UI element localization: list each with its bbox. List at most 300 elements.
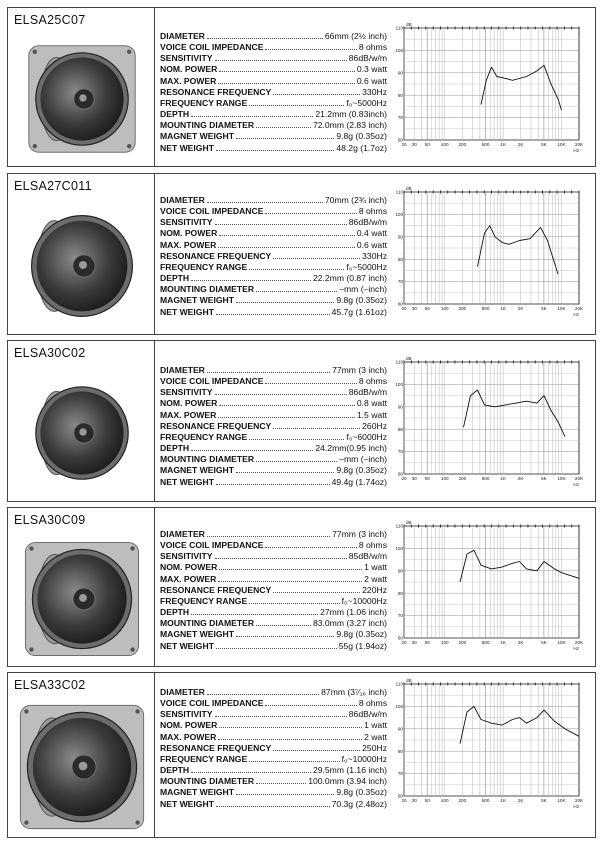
dot-leader: [249, 761, 339, 762]
x-tick-label: 20: [401, 798, 407, 803]
x-tick-label: 20: [401, 640, 407, 645]
spec-row-nom-power: [160, 720, 387, 731]
spec-row-voice-coil: [160, 42, 387, 53]
spec-label: DEPTH: [160, 765, 190, 776]
dot-leader: [218, 581, 362, 582]
spec-row-freq-range: [160, 98, 387, 109]
spec-row-mount-diameter: [160, 454, 387, 465]
product-card: [7, 340, 596, 502]
spec-row-depth: [160, 765, 387, 776]
dot-leader: [265, 705, 356, 706]
spec-label: NET WEIGHT: [160, 476, 214, 487]
spec-row-freq-range: [160, 262, 387, 273]
dot-leader: [256, 127, 311, 128]
spec-label: MAGNET WEIGHT: [160, 787, 234, 798]
spec-label: FREQUENCY RANGE: [160, 97, 248, 108]
dot-leader: [273, 750, 360, 751]
x-unit-label: Hz: [573, 148, 579, 153]
spec-row-diameter: [160, 529, 387, 540]
spec-label: MOUNTING DIAMETER: [160, 776, 255, 787]
mounting-hole: [24, 820, 28, 824]
speaker-photo: [16, 378, 148, 488]
x-tick-label: 5K: [541, 798, 547, 803]
spec-value: 250Hz: [362, 742, 387, 753]
spec-value: 70.3g (2.48oz): [331, 798, 387, 809]
spec-label: RESONANCE FREQUENCY: [160, 420, 272, 431]
spec-value: 0.8 watt: [356, 398, 387, 409]
dot-leader: [219, 71, 355, 72]
spec-row-mount-diameter: [160, 776, 387, 787]
y-tick-label: 90: [397, 568, 403, 574]
spec-label: MAX. POWER: [160, 409, 217, 420]
spec-value: 330Hz: [362, 86, 387, 97]
spec-row-nom-power: [160, 398, 387, 409]
x-tick-label: 2K: [517, 640, 524, 645]
spec-row-max-power: [160, 240, 387, 251]
spec-label: RESONANCE FREQUENCY: [160, 86, 272, 97]
spec-label: MAX. POWER: [160, 731, 217, 742]
speaker-image: [16, 702, 148, 832]
dot-leader: [236, 138, 334, 139]
spec-row-diameter: [160, 687, 387, 698]
dot-leader: [219, 405, 355, 406]
spec-row-sensitivity: [160, 387, 387, 398]
speaker-center: [79, 428, 86, 435]
spec-label: NOM. POWER: [160, 64, 218, 75]
spec-value: 9.8g (0.35oz): [336, 295, 387, 306]
spec-value: 22.2mm (0.87 inch): [312, 273, 387, 284]
spec-row-mount-diameter: [160, 284, 387, 295]
y-tick-label: 90: [397, 726, 403, 732]
spec-row-max-power: [160, 574, 387, 585]
spec-value: 27mm (1.06 inch): [320, 607, 387, 618]
spec-row-depth: [160, 273, 387, 284]
dot-leader: [265, 547, 356, 548]
x-tick-label: 1K: [500, 142, 506, 147]
dot-leader: [265, 213, 356, 214]
spec-label: MOUNTING DIAMETER: [160, 618, 255, 629]
y-tick-label: 80: [397, 256, 403, 262]
dot-leader: [273, 258, 360, 259]
speaker-photo: [16, 702, 148, 832]
spec-row-net-weight: [160, 143, 387, 154]
spec-row-nom-power: [160, 562, 387, 573]
x-tick-label: 5K: [541, 640, 547, 645]
x-tick-label: 10K: [557, 306, 566, 311]
dot-leader: [216, 314, 330, 315]
graph-panel: [395, 678, 587, 821]
dot-leader: [273, 428, 360, 429]
spec-value: 72.0mm (2.83 inch): [312, 120, 387, 131]
x-tick-label: 2K: [517, 306, 524, 311]
spec-row-resonance: [160, 421, 387, 432]
x-unit-label: Hz: [573, 312, 579, 317]
x-tick-label: 500: [481, 640, 490, 645]
spec-row-magnet-weight: [160, 465, 387, 476]
spec-row-net-weight: [160, 477, 387, 488]
spec-value: 83.0mm (3.27 inch): [312, 618, 387, 629]
spec-label: FREQUENCY RANGE: [160, 753, 248, 764]
y-tick-label: 110: [395, 523, 403, 529]
spec-value: 8 ohms: [358, 206, 387, 217]
spec-value: 45.7g (1.61oz): [331, 306, 387, 317]
spec-row-max-power: [160, 732, 387, 743]
spec-value: 8 ohms: [358, 698, 387, 709]
spec-label: FREQUENCY RANGE: [160, 431, 248, 442]
spec-label: RESONANCE FREQUENCY: [160, 584, 272, 595]
x-tick-label: 500: [481, 142, 490, 147]
dot-leader: [236, 636, 334, 637]
spec-label: MAGNET WEIGHT: [160, 465, 234, 476]
spec-value: 1 watt: [364, 562, 387, 573]
spec-label: MOUNTING DIAMETER: [160, 120, 255, 131]
spec-row-max-power: [160, 410, 387, 421]
x-tick-label: 50: [424, 640, 430, 645]
dot-leader: [249, 105, 344, 106]
frequency-response-graph: [395, 520, 585, 663]
dot-leader: [215, 558, 347, 559]
spec-label: MAGNET WEIGHT: [160, 131, 234, 142]
spec-list: [160, 31, 387, 154]
speaker-image: [16, 44, 148, 154]
y-unit-label: dB: [406, 186, 412, 191]
mounting-hole: [29, 546, 33, 550]
x-tick-label: 20K: [574, 306, 584, 311]
speaker-center: [79, 762, 88, 771]
spec-value: 9.8g (0.35oz): [336, 787, 387, 798]
x-tick-label: 10K: [557, 798, 566, 803]
spec-label: MAX. POWER: [160, 75, 217, 86]
x-tick-label: 10K: [557, 142, 566, 147]
y-tick-label: 80: [397, 426, 403, 432]
mounting-hole: [33, 50, 37, 54]
x-tick-label: 30: [411, 476, 417, 481]
y-tick-label: 110: [395, 681, 403, 687]
spec-label: VOICE COIL IMPEDANCE: [160, 540, 264, 551]
dot-leader: [265, 383, 356, 384]
y-unit-label: dB: [406, 356, 412, 361]
dot-leader: [219, 569, 362, 570]
spec-value: 8 ohms: [358, 376, 387, 387]
spec-value: 0.6 watt: [356, 75, 387, 86]
mounting-hole: [127, 50, 131, 54]
spec-value: 86dB/w/m: [348, 709, 387, 720]
x-tick-label: 50: [424, 798, 430, 803]
x-tick-label: 500: [481, 476, 490, 481]
y-tick-label: 90: [397, 70, 403, 76]
product-image-panel: [8, 174, 155, 334]
spec-label: RESONANCE FREQUENCY: [160, 250, 272, 261]
spec-list: [160, 365, 387, 488]
y-tick-label: 80: [397, 590, 403, 596]
x-unit-label: Hz: [573, 482, 579, 487]
speaker-image: [16, 378, 148, 488]
spec-label: RESONANCE FREQUENCY: [160, 742, 272, 753]
spec-row-sensitivity: [160, 709, 387, 720]
spec-value: 77mm (3 inch): [332, 365, 387, 375]
model-number: ELSA30C09: [14, 513, 86, 527]
x-tick-label: 20K: [574, 640, 584, 645]
x-tick-label: 20K: [574, 798, 584, 803]
x-tick-label: 20K: [574, 142, 584, 147]
spec-label: NOM. POWER: [160, 228, 218, 239]
spec-row-net-weight: [160, 307, 387, 318]
dot-leader: [215, 716, 347, 717]
model-number: ELSA33C02: [14, 678, 86, 692]
x-tick-label: 1K: [500, 306, 506, 311]
x-tick-label: 20: [401, 306, 407, 311]
x-tick-label: 200: [458, 142, 467, 147]
dot-leader: [218, 739, 362, 740]
frequency-response-graph: [395, 678, 585, 821]
spec-value: 2 watt: [364, 573, 387, 584]
spec-label: DEPTH: [160, 273, 190, 284]
x-unit-label: Hz: [573, 804, 579, 809]
x-tick-label: 200: [458, 798, 467, 803]
x-tick-label: 10K: [557, 640, 566, 645]
spec-list: [160, 687, 387, 810]
spec-label: MAGNET WEIGHT: [160, 629, 234, 640]
spec-row-freq-range: [160, 754, 387, 765]
product-image-panel: [8, 673, 155, 837]
spec-row-depth: [160, 109, 387, 120]
dot-leader: [236, 794, 334, 795]
dot-leader: [216, 150, 334, 151]
spec-value: 0.4 watt: [356, 228, 387, 239]
spec-row-net-weight: [160, 641, 387, 652]
dot-leader: [219, 235, 355, 236]
y-tick-label: 70: [397, 449, 403, 455]
dot-leader: [256, 783, 306, 784]
y-unit-label: dB: [406, 678, 412, 683]
spec-value: 1.5 watt: [356, 409, 387, 420]
x-tick-label: 5K: [541, 142, 547, 147]
product-card: [7, 507, 596, 667]
x-tick-label: 30: [411, 640, 417, 645]
spec-label: MAX. POWER: [160, 573, 217, 584]
spec-value: 9.8g (0.35oz): [336, 465, 387, 476]
spec-row-sensitivity: [160, 217, 387, 228]
mounting-hole: [135, 709, 139, 713]
spec-list: [160, 529, 387, 652]
x-tick-label: 100: [440, 640, 449, 645]
dot-leader: [249, 603, 339, 604]
dot-leader: [218, 247, 355, 248]
dot-leader: [215, 60, 347, 61]
frequency-response-graph: [395, 356, 585, 499]
spec-value: 49.4g (1.74oz): [331, 476, 387, 487]
product-image-panel: [8, 341, 155, 501]
spec-label: VOICE COIL IMPEDANCE: [160, 206, 264, 217]
x-unit-label: Hz: [573, 646, 579, 651]
graph-panel: [395, 186, 587, 329]
y-unit-label: dB: [406, 520, 412, 525]
speaker-photo: [16, 540, 148, 658]
x-tick-label: 5K: [541, 476, 547, 481]
spec-row-voice-coil: [160, 540, 387, 551]
spec-value: 330Hz: [362, 250, 387, 261]
spec-value: 2 watt: [364, 731, 387, 742]
spec-label: NET WEIGHT: [160, 306, 214, 317]
spec-label: MAGNET WEIGHT: [160, 295, 234, 306]
spec-row-resonance: [160, 585, 387, 596]
model-number: ELSA27C011: [14, 179, 92, 193]
spec-row-resonance: [160, 743, 387, 754]
x-tick-label: 50: [424, 306, 430, 311]
spec-value: 55g (1.94oz): [338, 640, 387, 651]
mounting-hole: [33, 144, 37, 148]
dot-leader: [216, 648, 337, 649]
y-tick-label: 110: [395, 189, 403, 195]
spec-label: VOICE COIL IMPEDANCE: [160, 376, 264, 387]
spec-row-freq-range: [160, 596, 387, 607]
spec-value: 86dB/w/m: [348, 217, 387, 228]
dot-leader: [256, 461, 337, 462]
y-tick-label: 60: [397, 301, 403, 307]
dot-leader: [256, 291, 337, 292]
spec-label: SENSITIVITY: [160, 551, 213, 562]
spec-value: –mm (–inch): [339, 284, 387, 295]
product-card: [7, 7, 596, 167]
spec-row-magnet-weight: [160, 787, 387, 798]
spec-row-sensitivity: [160, 53, 387, 64]
dot-leader: [215, 394, 347, 395]
dot-leader: [273, 592, 360, 593]
x-tick-label: 100: [440, 798, 449, 803]
graph-panel: [395, 520, 587, 663]
x-tick-label: 30: [411, 798, 417, 803]
y-tick-label: 100: [395, 48, 403, 53]
spec-row-mount-diameter: [160, 120, 387, 131]
dot-leader: [218, 83, 355, 84]
spec-label: VOICE COIL IMPEDANCE: [160, 42, 264, 53]
spec-row-sensitivity: [160, 551, 387, 562]
dot-leader: [207, 536, 330, 537]
y-tick-label: 110: [395, 25, 403, 31]
spec-label: FREQUENCY RANGE: [160, 261, 248, 272]
spec-value: 77mm (3 inch): [332, 529, 387, 539]
spec-label: SENSITIVITY: [160, 387, 213, 398]
y-tick-label: 80: [397, 748, 403, 754]
dot-leader: [249, 269, 344, 270]
spec-value: 29.5mm (1.16 inch): [312, 765, 387, 776]
spec-label: NOM. POWER: [160, 562, 218, 573]
x-tick-label: 30: [411, 306, 417, 311]
dot-leader: [219, 727, 362, 728]
dot-leader: [207, 694, 319, 695]
spec-value: 70mm (2¾ inch): [324, 195, 387, 205]
product-image-panel: [8, 508, 155, 666]
y-tick-label: 60: [397, 471, 403, 477]
spec-label: SENSITIVITY: [160, 53, 213, 64]
spec-label: NOM. POWER: [160, 398, 218, 409]
dot-leader: [207, 372, 330, 373]
spec-label: DEPTH: [160, 443, 190, 454]
spec-row-resonance: [160, 251, 387, 262]
dot-leader: [191, 116, 313, 117]
x-tick-label: 10K: [557, 476, 566, 481]
graph-panel: [395, 356, 587, 499]
dot-leader: [273, 94, 360, 95]
spec-value: 9.8g (0.35oz): [336, 629, 387, 640]
dot-leader: [265, 49, 356, 50]
y-tick-label: 70: [397, 115, 403, 121]
spec-value: f₀~10000Hz: [341, 753, 387, 764]
x-tick-label: 2K: [517, 798, 524, 803]
spec-row-depth: [160, 607, 387, 618]
model-number: ELSA25C07: [14, 13, 86, 27]
spec-row-net-weight: [160, 799, 387, 810]
y-tick-label: 100: [395, 212, 403, 217]
spec-value: 9.8g (0.35oz): [336, 131, 387, 142]
spec-label: NET WEIGHT: [160, 798, 214, 809]
spec-value: 66mm (2½ inch): [324, 31, 387, 41]
speaker-image: [16, 540, 148, 658]
y-unit-label: dB: [406, 22, 412, 27]
x-tick-label: 30: [411, 142, 417, 147]
spec-value: 86dB/w/m: [348, 53, 387, 64]
speaker-image: [16, 206, 148, 326]
dot-leader: [207, 38, 323, 39]
spec-value: 8 ohms: [358, 540, 387, 551]
mounting-hole: [130, 647, 134, 651]
spec-label: DIAMETER: [160, 365, 205, 375]
y-tick-label: 110: [395, 359, 403, 365]
x-tick-label: 1K: [500, 640, 506, 645]
x-tick-label: 20: [401, 476, 407, 481]
spec-label: NET WEIGHT: [160, 640, 214, 651]
frequency-response-graph: [395, 22, 585, 165]
x-tick-label: 2K: [517, 142, 524, 147]
product-card: [7, 672, 596, 838]
x-tick-label: 5K: [541, 306, 547, 311]
dot-leader: [216, 484, 330, 485]
spec-value: f₀~6000Hz: [346, 431, 387, 442]
spec-row-magnet-weight: [160, 131, 387, 142]
spec-label: NET WEIGHT: [160, 142, 214, 153]
graph-panel: [395, 22, 587, 165]
spec-value: 24.2mm(0.95 inch): [315, 443, 387, 454]
spec-row-voice-coil: [160, 376, 387, 387]
spec-row-mount-diameter: [160, 618, 387, 629]
spec-label: DIAMETER: [160, 529, 205, 539]
model-number: ELSA30C02: [14, 346, 86, 360]
spec-row-magnet-weight: [160, 629, 387, 640]
dot-leader: [191, 450, 313, 451]
spec-label: MOUNTING DIAMETER: [160, 284, 255, 295]
y-tick-label: 70: [397, 279, 403, 285]
spec-label: DIAMETER: [160, 195, 205, 205]
dot-leader: [256, 625, 311, 626]
x-tick-label: 50: [424, 476, 430, 481]
speaker-photo: [16, 44, 148, 154]
x-tick-label: 500: [481, 306, 490, 311]
spec-row-diameter: [160, 365, 387, 376]
spec-value: f₀~5000Hz: [346, 97, 387, 108]
y-tick-label: 60: [397, 635, 403, 641]
spec-label: DEPTH: [160, 109, 190, 120]
spec-label: SENSITIVITY: [160, 709, 213, 720]
spec-label: DIAMETER: [160, 687, 205, 697]
spec-value: 0.3 watt: [356, 64, 387, 75]
spec-value: f₀~5000Hz: [346, 261, 387, 272]
spec-row-max-power: [160, 76, 387, 87]
dot-leader: [218, 417, 355, 418]
y-tick-label: 80: [397, 92, 403, 98]
spec-label: FREQUENCY RANGE: [160, 595, 248, 606]
spec-label: MAX. POWER: [160, 239, 217, 250]
spec-value: –mm (–inch): [339, 454, 387, 465]
